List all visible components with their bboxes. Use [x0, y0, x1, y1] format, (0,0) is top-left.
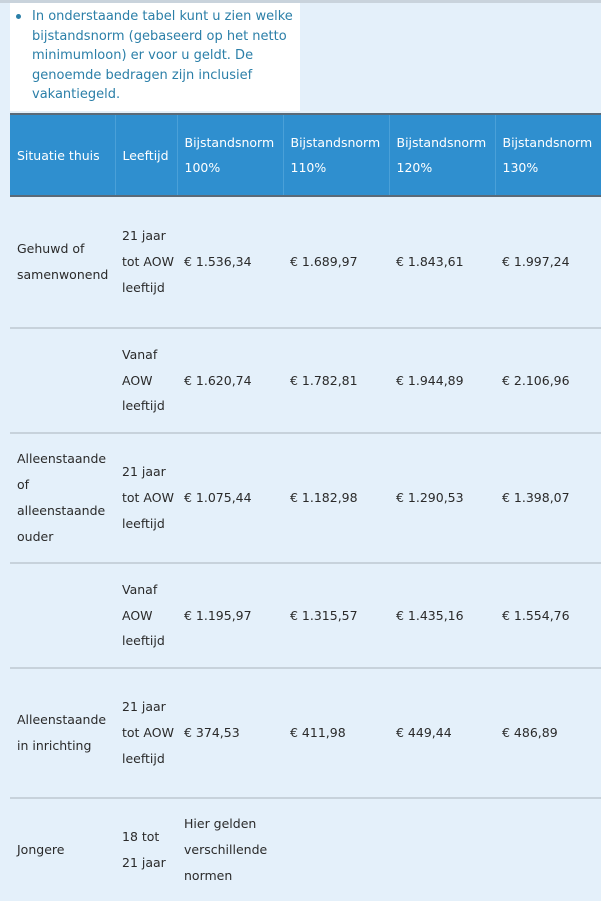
cell-age: 21 jaar tot AOW leeftijd — [115, 433, 177, 563]
cell-situation: Alleenstaande of alleenstaande ouder — [10, 433, 115, 563]
cell-norm-110: € 1.782,81 — [283, 328, 389, 433]
table-row — [10, 668, 601, 798]
cell-norm-110 — [283, 798, 389, 901]
header-norm-110: Bijstandsnorm 110% — [283, 114, 389, 196]
cell-norm-110: € 1.182,98 — [283, 433, 389, 563]
header-situation: Situatie thuis — [10, 114, 115, 196]
header-norm-130: Bijstandsnorm 130% — [495, 114, 601, 196]
header-age: Leeftijd — [115, 114, 177, 196]
cell-situation: Alleenstaande in inrichting — [10, 668, 115, 798]
cell-age: 21 jaar tot AOW leeftijd — [115, 668, 177, 798]
cell-norm-130: € 2.106,96 — [495, 328, 601, 433]
header-norm-100: Bijstandsnorm 100% — [177, 114, 283, 196]
cell-norm-120 — [389, 798, 495, 901]
table-row — [10, 328, 601, 433]
cell-norm-120: € 1.944,89 — [389, 328, 495, 433]
table-row — [10, 798, 601, 901]
cell-norm-120: € 1.290,53 — [389, 433, 495, 563]
cell-norm-120: € 1.435,16 — [389, 563, 495, 668]
intro-card — [10, 3, 300, 111]
cell-situation: Jongere — [10, 798, 115, 901]
table-header-row — [10, 114, 601, 196]
cell-norm-110: € 411,98 — [283, 668, 389, 798]
cell-situation — [10, 563, 115, 668]
intro-text: In onderstaande tabel kunt u zien welke bijstandsnorm (gebaseerd op het netto minimumloon) er voor u geldt. De genoemde bedragen zijn inclusief vakantiegeld. — [32, 9, 293, 102]
norms-table-wrapper — [10, 113, 601, 901]
cell-age: Vanaf AOW leeftijd — [115, 563, 177, 668]
cell-norm-100: € 374,53 — [177, 668, 283, 798]
cell-age: 21 jaar tot AOW leeftijd — [115, 196, 177, 328]
cell-norm-130 — [495, 798, 601, 901]
table-row — [10, 563, 601, 668]
cell-norm-110: € 1.315,57 — [283, 563, 389, 668]
cell-norm-130: € 1.997,24 — [495, 196, 601, 328]
intro-list — [10, 3, 300, 105]
cell-norm-100: Hier gelden verschillende normen — [177, 798, 283, 901]
cell-norm-130: € 1.554,76 — [495, 563, 601, 668]
intro-bullet-item — [32, 7, 300, 105]
cell-norm-100: € 1.620,74 — [177, 328, 283, 433]
cell-norm-100: € 1.075,44 — [177, 433, 283, 563]
bullet-icon — [16, 14, 21, 19]
cell-norm-120: € 449,44 — [389, 668, 495, 798]
table-row — [10, 196, 601, 328]
cell-norm-100: € 1.195,97 — [177, 563, 283, 668]
cell-situation: Gehuwd of samenwonend — [10, 196, 115, 328]
table-row — [10, 433, 601, 563]
norms-table — [10, 113, 601, 901]
cell-norm-120: € 1.843,61 — [389, 196, 495, 328]
cell-situation — [10, 328, 115, 433]
cell-norm-130: € 486,89 — [495, 668, 601, 798]
header-norm-120: Bijstandsnorm 120% — [389, 114, 495, 196]
cell-norm-100: € 1.536,34 — [177, 196, 283, 328]
cell-age: 18 tot 21 jaar — [115, 798, 177, 901]
cell-age: Vanaf AOW leeftijd — [115, 328, 177, 433]
cell-norm-130: € 1.398,07 — [495, 433, 601, 563]
cell-norm-110: € 1.689,97 — [283, 196, 389, 328]
